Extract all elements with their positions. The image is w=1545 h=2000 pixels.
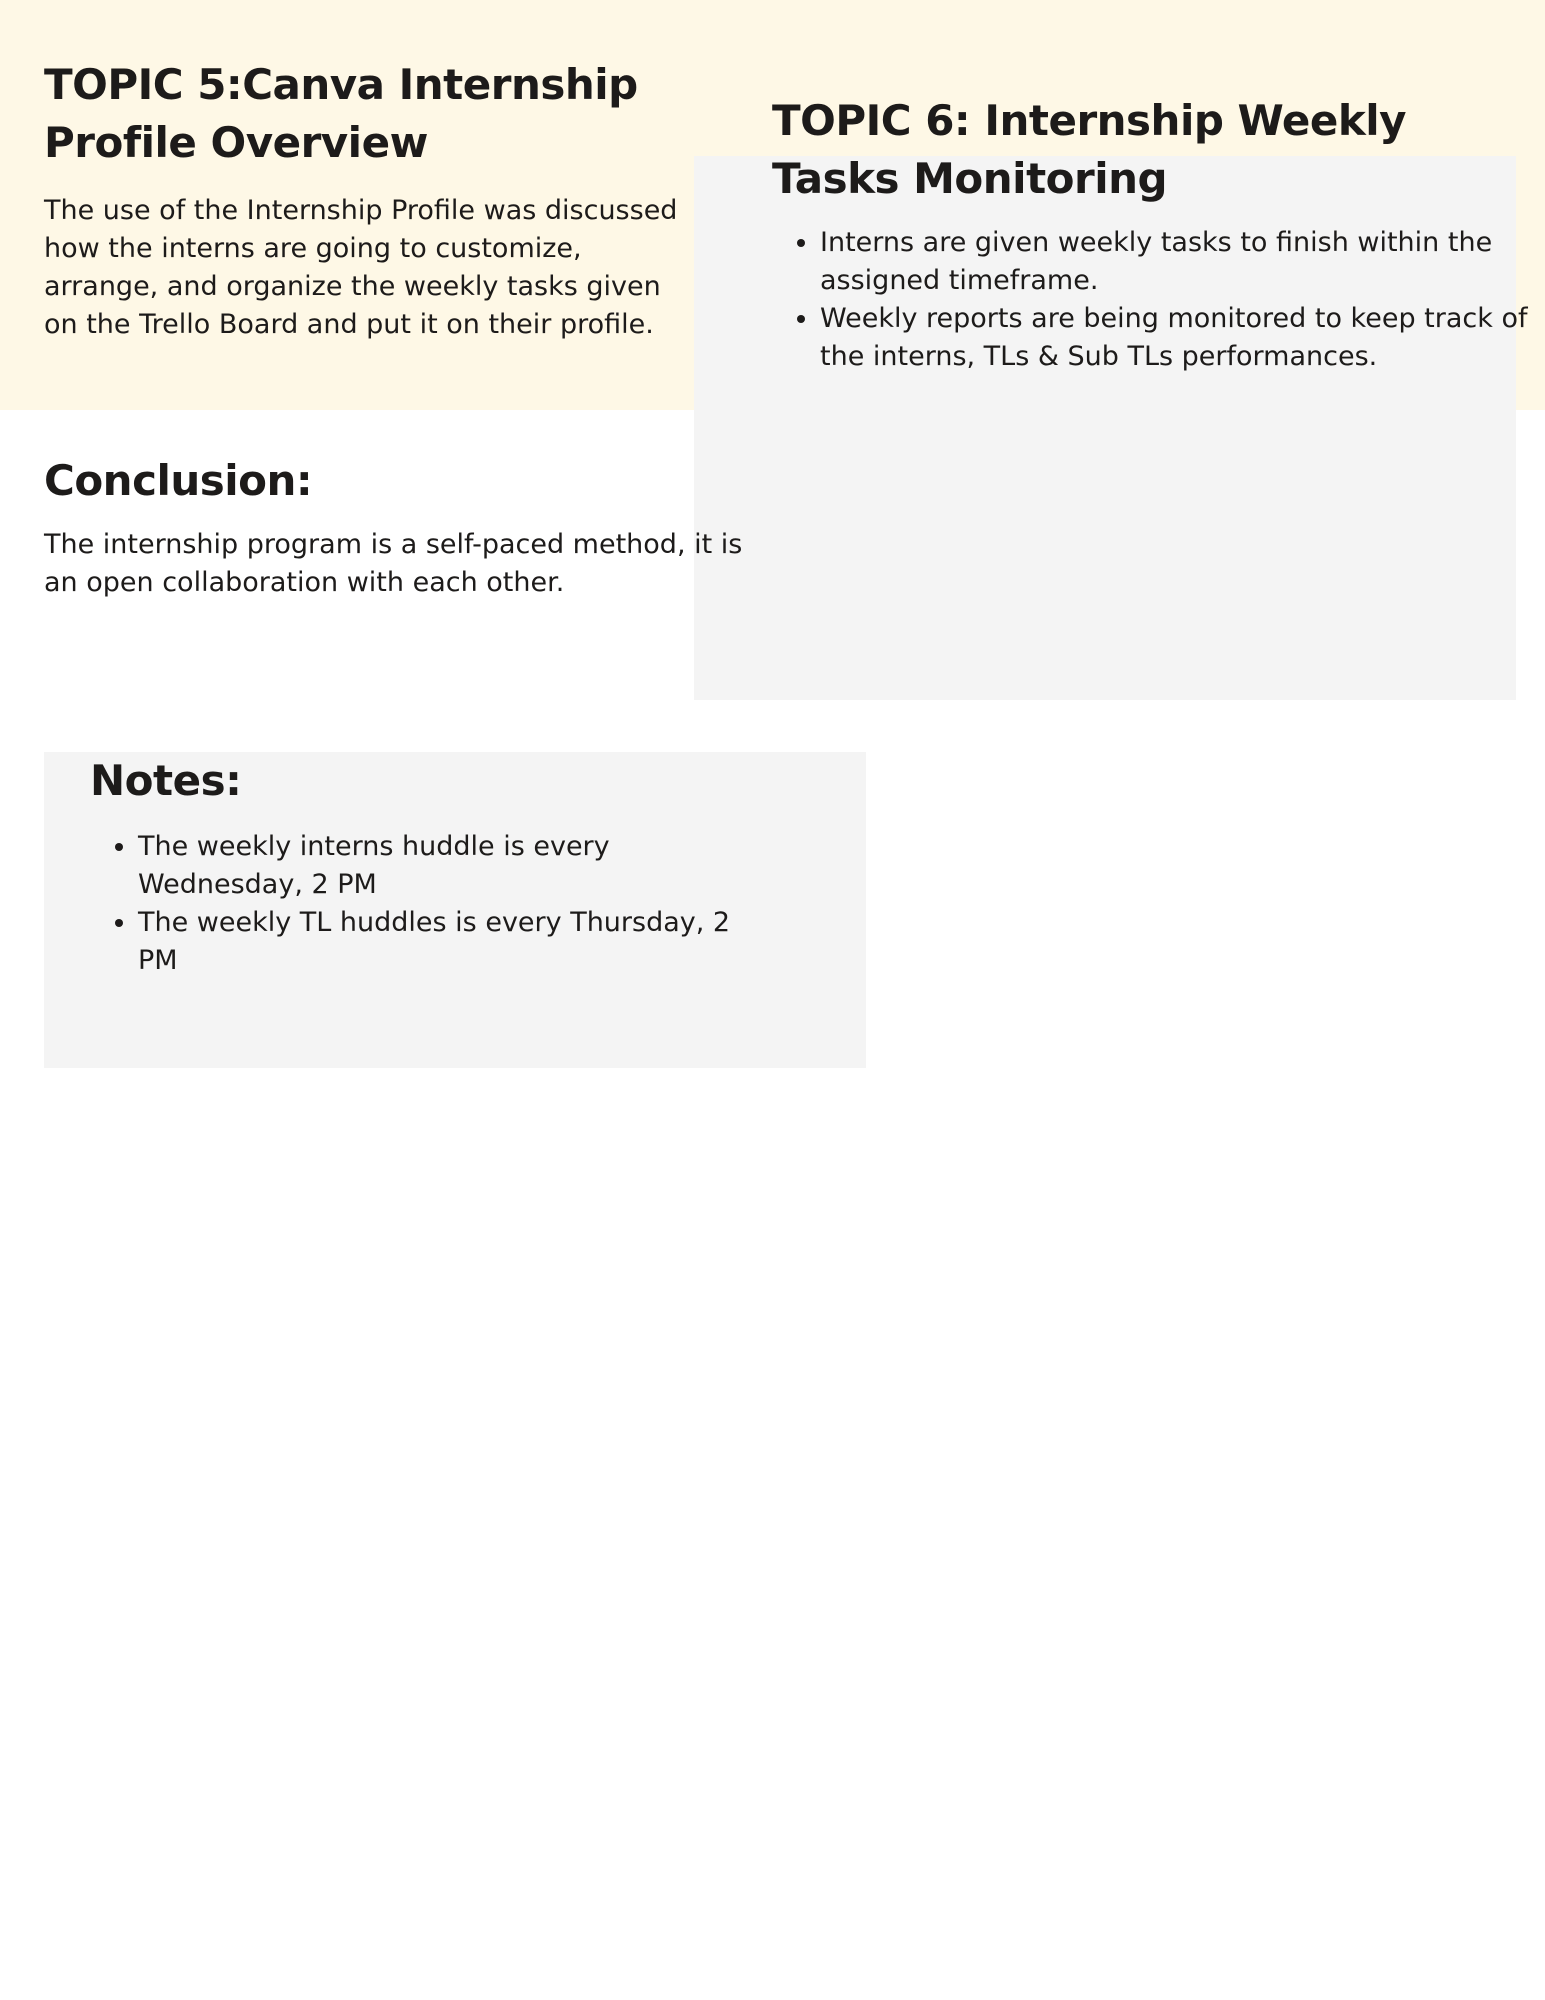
list-item: • The weekly interns huddle is every Wednesday, 2 PM [138,828,758,904]
topic5-heading: TOPIC 5:Canva Internship Profile Overview [44,60,638,167]
topic6-heading: TOPIC 6: Internship Weekly Tasks Monitoring [772,96,1407,203]
list-item: • Interns are given weekly tasks to finish within the assigned timeframe. [820,224,1540,300]
list-item: • The weekly TL huddles is every Thursday, 2 PM [138,904,758,980]
notes-heading: Notes: [90,756,242,805]
list-item: • Weekly reports are being monitored to keep track of the interns, TLs & Sub TLs performances. [820,300,1540,376]
conclusion-heading: Conclusion: [44,456,313,505]
notes-list [90,828,758,980]
topic6-list [772,224,1540,376]
topic5-body: The use of the Internship Profile was discussed how the interns are going to customize, arrange, and organize the weekly tasks given on the Trello Board and put it on their profile. [44,195,678,340]
conclusion-body: The internship program is a self-paced method, it is an open collaboration with each other. [44,529,743,598]
